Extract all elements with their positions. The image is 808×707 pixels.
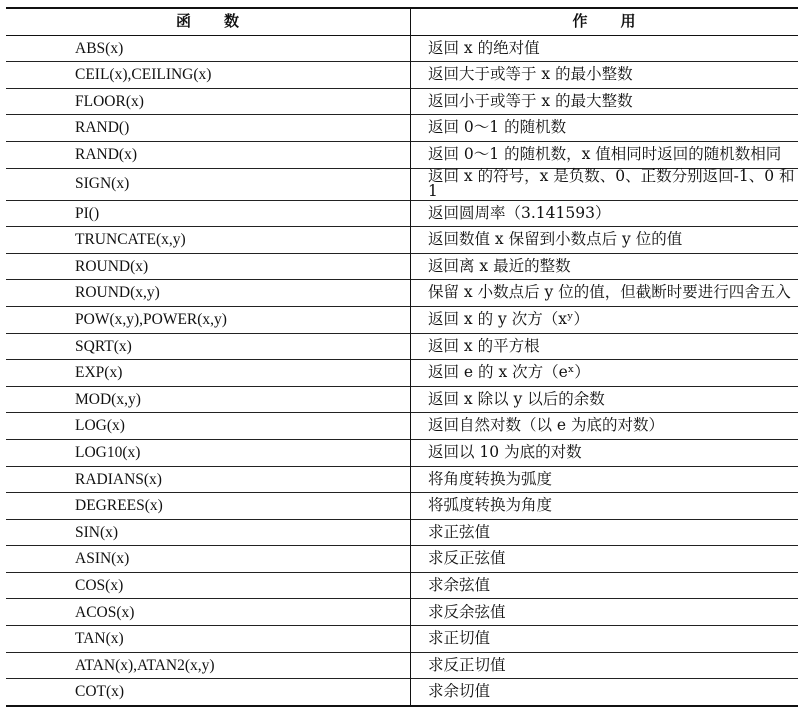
table-row — [6, 253, 798, 280]
function-description-cell: 返回 e 的 x 次方（eˣ） — [411, 360, 799, 387]
table-row — [6, 306, 798, 333]
table-row — [6, 360, 798, 387]
function-description-cell: 求反正弦值 — [411, 546, 799, 573]
table-row — [6, 466, 798, 493]
table-row — [6, 35, 798, 62]
function-name-cell: SQRT(x) — [6, 333, 411, 360]
function-description-cell: 返回数值 x 保留到小数点后 y 位的值 — [411, 227, 799, 254]
function-name-cell: ROUND(x) — [6, 253, 411, 280]
header-purpose: 作 用 — [411, 8, 799, 35]
function-description-cell: 返回离 x 最近的整数 — [411, 253, 799, 280]
function-description-cell: 返回 x 的符号，x 是负数、0、正数分别返回-1、0 和 1 — [411, 168, 799, 200]
function-description-cell: 返回 x 除以 y 以后的余数 — [411, 386, 799, 413]
table-row — [6, 227, 798, 254]
function-description-cell: 返回 0～1 的随机数 — [411, 115, 799, 142]
header-function: 函 数 — [6, 8, 411, 35]
function-name-cell: TAN(x) — [6, 626, 411, 653]
function-description-cell: 求正切值 — [411, 626, 799, 653]
function-name-cell: RADIANS(x) — [6, 466, 411, 493]
function-description-cell: 保留 x 小数点后 y 位的值，但截断时要进行四舍五入 — [411, 280, 799, 307]
table-row — [6, 333, 798, 360]
function-name-cell: ABS(x) — [6, 35, 411, 62]
function-description-cell: 求反正切值 — [411, 652, 799, 679]
function-description-cell: 返回自然对数（以 e 为底的对数） — [411, 413, 799, 440]
function-name-cell: TRUNCATE(x,y) — [6, 227, 411, 254]
function-name-cell: SIGN(x) — [6, 168, 411, 200]
table-row — [6, 652, 798, 679]
function-name-cell: RAND(x) — [6, 141, 411, 168]
function-name-cell: ASIN(x) — [6, 546, 411, 573]
table-row — [6, 88, 798, 115]
function-description-cell: 求余弦值 — [411, 572, 799, 599]
function-name-cell: ATAN(x),ATAN2(x,y) — [6, 652, 411, 679]
function-description-cell: 求反余弦值 — [411, 599, 799, 626]
table-row — [6, 626, 798, 653]
table-row — [6, 168, 798, 200]
function-name-cell: ACOS(x) — [6, 599, 411, 626]
function-description-cell: 返回 0～1 的随机数，x 值相同时返回的随机数相同 — [411, 141, 799, 168]
table-row — [6, 572, 798, 599]
function-description-cell: 将角度转换为弧度 — [411, 466, 799, 493]
function-description-cell: 返回 x 的平方根 — [411, 333, 799, 360]
table-row — [6, 599, 798, 626]
function-description-cell: 返回 x 的 y 次方（xʸ） — [411, 306, 799, 333]
table-body — [6, 35, 798, 706]
function-name-cell: MOD(x,y) — [6, 386, 411, 413]
table-row — [6, 62, 798, 89]
table-row — [6, 386, 798, 413]
function-name-cell: COT(x) — [6, 679, 411, 706]
function-name-cell: DEGREES(x) — [6, 493, 411, 520]
function-name-cell: LOG(x) — [6, 413, 411, 440]
table-row — [6, 546, 798, 573]
function-name-cell: FLOOR(x) — [6, 88, 411, 115]
function-description-cell: 求余切值 — [411, 679, 799, 706]
math-functions-table — [6, 7, 798, 707]
table-row — [6, 280, 798, 307]
function-name-cell: POW(x,y),POWER(x,y) — [6, 306, 411, 333]
function-name-cell: ROUND(x,y) — [6, 280, 411, 307]
table-row — [6, 200, 798, 227]
function-description-cell: 返回以 10 为底的对数 — [411, 439, 799, 466]
function-description-cell: 返回小于或等于 x 的最大整数 — [411, 88, 799, 115]
table-header-row — [6, 8, 798, 35]
function-name-cell: EXP(x) — [6, 360, 411, 387]
function-description-cell: 返回大于或等于 x 的最小整数 — [411, 62, 799, 89]
table-row — [6, 519, 798, 546]
function-name-cell: CEIL(x),CEILING(x) — [6, 62, 411, 89]
table-row — [6, 679, 798, 706]
table-row — [6, 141, 798, 168]
function-name-cell: LOG10(x) — [6, 439, 411, 466]
function-name-cell: SIN(x) — [6, 519, 411, 546]
table-row — [6, 115, 798, 142]
function-description-cell: 返回 x 的绝对值 — [428, 38, 540, 57]
function-description-cell: 返回圆周率（3.141593） — [411, 200, 799, 227]
function-description-cell: 求正弦值 — [411, 519, 799, 546]
function-name-cell: PI() — [6, 200, 411, 227]
table-row — [6, 413, 798, 440]
table-row — [6, 439, 798, 466]
function-name-cell: COS(x) — [6, 572, 411, 599]
table-row — [6, 493, 798, 520]
function-name-cell: RAND() — [6, 115, 411, 142]
function-description-cell: 将弧度转换为角度 — [411, 493, 799, 520]
